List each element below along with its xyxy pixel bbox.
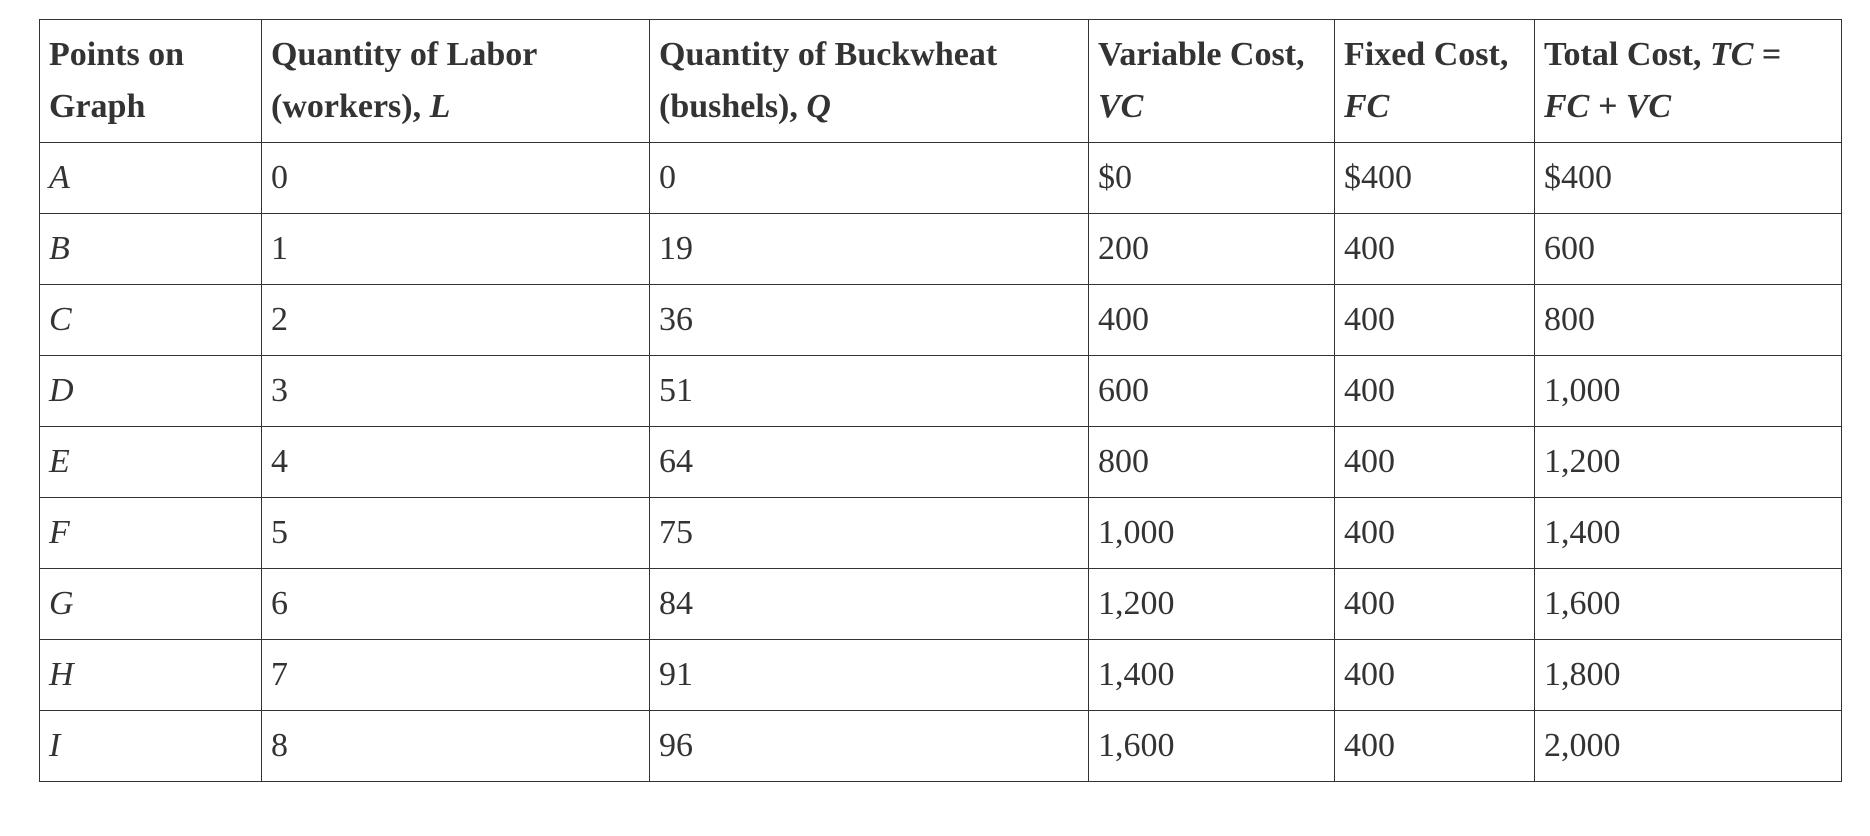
table-row: [40, 498, 1842, 569]
header-label: (bushels),: [659, 88, 807, 125]
cell-point: D: [40, 356, 262, 427]
cell-quantity: 19: [650, 214, 1089, 285]
table-row: [40, 356, 1842, 427]
header-label: (workers),: [271, 88, 430, 125]
cell-total-cost: $400: [1535, 143, 1842, 214]
cell-point: G: [40, 569, 262, 640]
cell-point: B: [40, 214, 262, 285]
header-variable: FC: [1344, 88, 1390, 125]
table-row: [40, 711, 1842, 782]
table-row: [40, 143, 1842, 214]
cell-fixed-cost: 400: [1335, 640, 1535, 711]
cell-quantity: 75: [650, 498, 1089, 569]
header-variable: TC: [1709, 36, 1754, 73]
cell-labor: 1: [262, 214, 650, 285]
header-label: Quantity of Buckwheat: [659, 36, 998, 73]
cell-variable-cost: 1,200: [1089, 569, 1335, 640]
cell-variable-cost: $0: [1089, 143, 1335, 214]
cell-fixed-cost: 400: [1335, 569, 1535, 640]
cell-quantity: 51: [650, 356, 1089, 427]
cell-variable-cost: 600: [1089, 356, 1335, 427]
header-quantity-of-buckwheat: [650, 20, 1089, 143]
header-label: Total Cost,: [1544, 36, 1710, 73]
cell-labor: 7: [262, 640, 650, 711]
cell-quantity: 0: [650, 143, 1089, 214]
cell-fixed-cost: 400: [1335, 711, 1535, 782]
cell-variable-cost: 1,400: [1089, 640, 1335, 711]
header-variable: Q: [806, 88, 831, 125]
header-row: [40, 20, 1842, 143]
table-body: [40, 143, 1842, 782]
cell-total-cost: 1,600: [1535, 569, 1842, 640]
cell-labor: 8: [262, 711, 650, 782]
cell-total-cost: 1,800: [1535, 640, 1842, 711]
table-row: [40, 285, 1842, 356]
cell-fixed-cost: 400: [1335, 356, 1535, 427]
cell-point: C: [40, 285, 262, 356]
table-row: [40, 427, 1842, 498]
header-fixed-cost: [1335, 20, 1535, 143]
cell-quantity: 64: [650, 427, 1089, 498]
cell-quantity: 84: [650, 569, 1089, 640]
cell-fixed-cost: 400: [1335, 285, 1535, 356]
cost-table: [39, 19, 1842, 782]
header-quantity-of-labor: [262, 20, 650, 143]
cell-quantity: 36: [650, 285, 1089, 356]
cell-point: F: [40, 498, 262, 569]
cell-labor: 2: [262, 285, 650, 356]
cell-total-cost: 1,400: [1535, 498, 1842, 569]
cell-labor: 0: [262, 143, 650, 214]
header-variable: FC + VC: [1544, 88, 1672, 125]
header-total-cost: [1535, 20, 1842, 143]
header-variable: L: [429, 88, 451, 125]
table-row: [40, 214, 1842, 285]
cell-fixed-cost: 400: [1335, 427, 1535, 498]
header-label: Graph: [49, 88, 146, 125]
header-label: =: [1753, 36, 1782, 73]
cell-variable-cost: 400: [1089, 285, 1335, 356]
table-row: [40, 569, 1842, 640]
cell-variable-cost: 200: [1089, 214, 1335, 285]
cell-total-cost: 1,200: [1535, 427, 1842, 498]
cell-labor: 5: [262, 498, 650, 569]
table-header: [40, 20, 1842, 143]
cell-point: H: [40, 640, 262, 711]
header-label: Quantity of Labor: [271, 36, 538, 73]
cell-total-cost: 2,000: [1535, 711, 1842, 782]
header-label: Fixed Cost,: [1344, 36, 1509, 73]
header-points-on-graph: [40, 20, 262, 143]
header-label: Variable Cost,: [1098, 36, 1305, 73]
cell-labor: 6: [262, 569, 650, 640]
cell-fixed-cost: 400: [1335, 214, 1535, 285]
cell-variable-cost: 1,600: [1089, 711, 1335, 782]
cell-total-cost: 600: [1535, 214, 1842, 285]
header-label: Points on: [49, 36, 185, 73]
cell-total-cost: 800: [1535, 285, 1842, 356]
cell-point: E: [40, 427, 262, 498]
cell-labor: 4: [262, 427, 650, 498]
cell-variable-cost: 1,000: [1089, 498, 1335, 569]
cell-point: I: [40, 711, 262, 782]
header-variable: VC: [1098, 88, 1144, 125]
cell-fixed-cost: $400: [1335, 143, 1535, 214]
cell-point: A: [40, 143, 262, 214]
cell-fixed-cost: 400: [1335, 498, 1535, 569]
cell-variable-cost: 800: [1089, 427, 1335, 498]
table-row: [40, 640, 1842, 711]
cell-quantity: 96: [650, 711, 1089, 782]
header-variable-cost: [1089, 20, 1335, 143]
cell-labor: 3: [262, 356, 650, 427]
cell-quantity: 91: [650, 640, 1089, 711]
cell-total-cost: 1,000: [1535, 356, 1842, 427]
